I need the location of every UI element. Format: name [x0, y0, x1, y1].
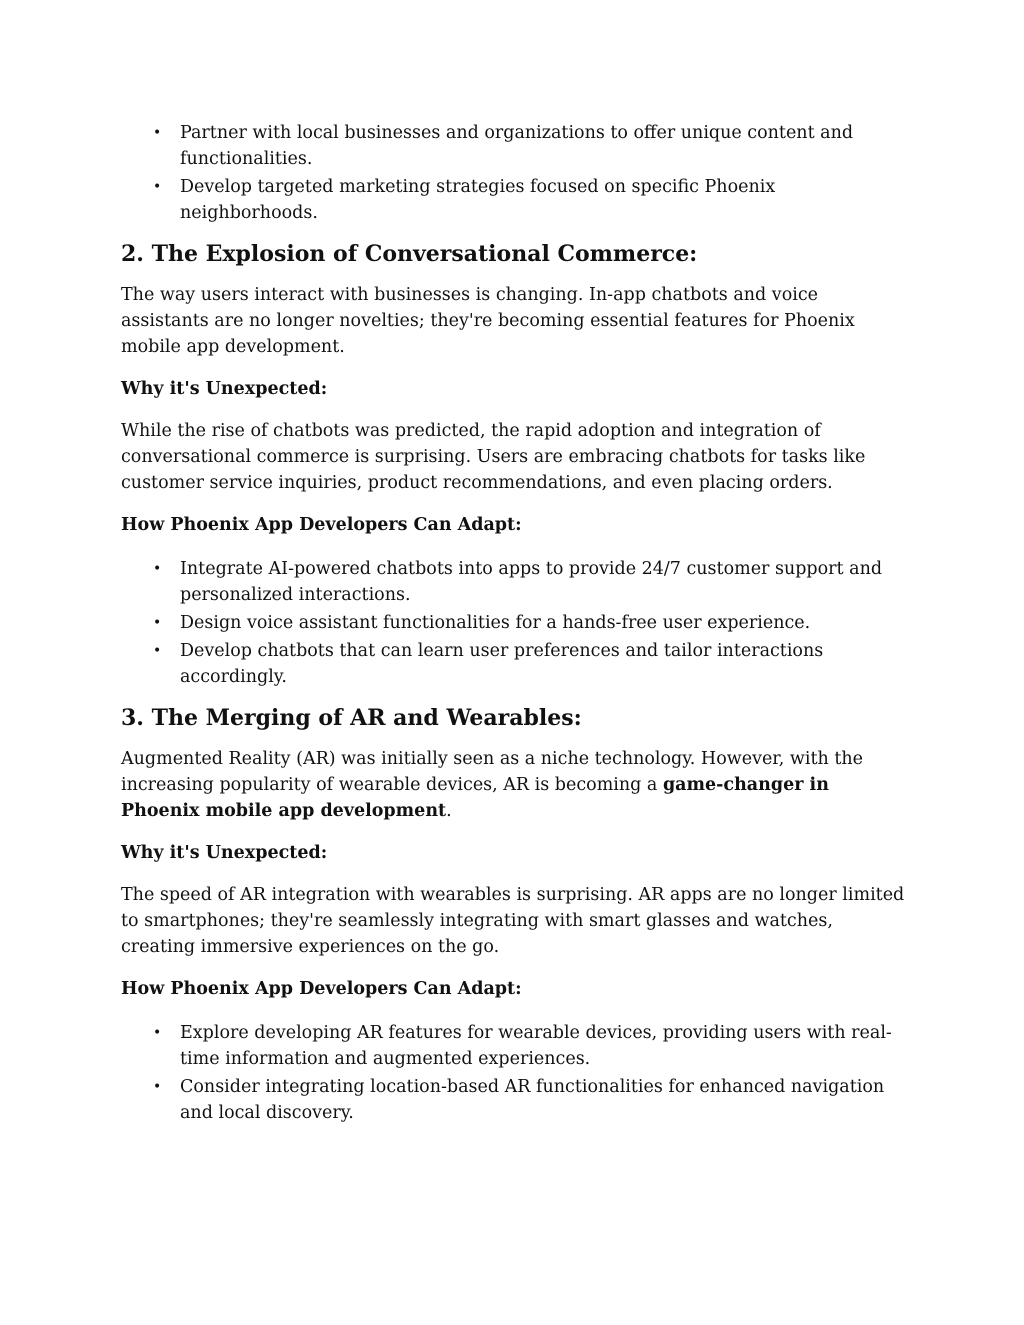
- bullet-icon: •: [153, 1079, 162, 1095]
- list-item: • Consider integrating location-based AR functionalities for enhanced navigation and local discovery.: [121, 1074, 911, 1126]
- section-3-intro-emphasis: game-changer in Phoenix mobile app development: [121, 775, 829, 821]
- section-2-why-heading: Why it's Unexpected:: [121, 379, 328, 399]
- bullet-icon: •: [153, 615, 162, 631]
- list-item: • Develop chatbots that can learn user preferences and tailor interactions accordingly.: [121, 638, 911, 690]
- section-3-why-text: The speed of AR integration with wearables is surprising. AR apps are no longer limited to smartphones; they're seamlessly integrating with smart glasses and watches, creating immersive experiences on the go.: [121, 885, 905, 957]
- bullet-icon: •: [153, 561, 162, 577]
- section-2-intro: The way users interact with businesses is changing. In-app chatbots and voice assistants are no longer novelties; they're becoming essential features for Phoenix mobile app development.: [121, 285, 855, 357]
- bullet-icon: •: [153, 643, 162, 659]
- intro-bullet-list: [121, 120, 911, 226]
- list-item: • Develop targeted marketing strategies focused on specific Phoenix neighborhoods.: [121, 174, 911, 226]
- section-3-heading: 3. The Merging of AR and Wearables:: [121, 705, 582, 731]
- list-item: • Partner with local businesses and organizations to offer unique content and functionalities.: [121, 120, 911, 172]
- section-2-how-list: [121, 556, 911, 690]
- section-3-intro: Augmented Reality (AR) was initially seen as a niche technology. However, with the increasing popularity of wearable devices, AR is becoming a game-changer in Phoenix mobile app development.: [121, 749, 863, 821]
- section-3-how-list: [121, 1020, 911, 1126]
- document-page: [121, 120, 911, 1128]
- list-item: • Design voice assistant functionalities for a hands-free user experience.: [121, 610, 911, 636]
- section-2-how-heading: How Phoenix App Developers Can Adapt:: [121, 515, 522, 535]
- section-3-why-heading: Why it's Unexpected:: [121, 843, 328, 863]
- section-3-how-heading: How Phoenix App Developers Can Adapt:: [121, 979, 522, 999]
- section-2-heading: 2. The Explosion of Conversational Commerce:: [121, 241, 698, 267]
- section-2-why-text: While the rise of chatbots was predicted, the rapid adoption and integration of conversational commerce is surprising. Users are embracing chatbots for tasks like customer service inquiries, product recommendations, and even placing orders.: [121, 421, 866, 493]
- list-item: • Integrate AI-powered chatbots into apps to provide 24/7 customer support and personalized interactions.: [121, 556, 911, 608]
- list-item: • Explore developing AR features for wearable devices, providing users with real-time information and augmented experiences.: [121, 1020, 911, 1072]
- bullet-icon: •: [153, 179, 162, 195]
- bullet-icon: •: [153, 1025, 162, 1041]
- bullet-icon: •: [153, 125, 162, 141]
